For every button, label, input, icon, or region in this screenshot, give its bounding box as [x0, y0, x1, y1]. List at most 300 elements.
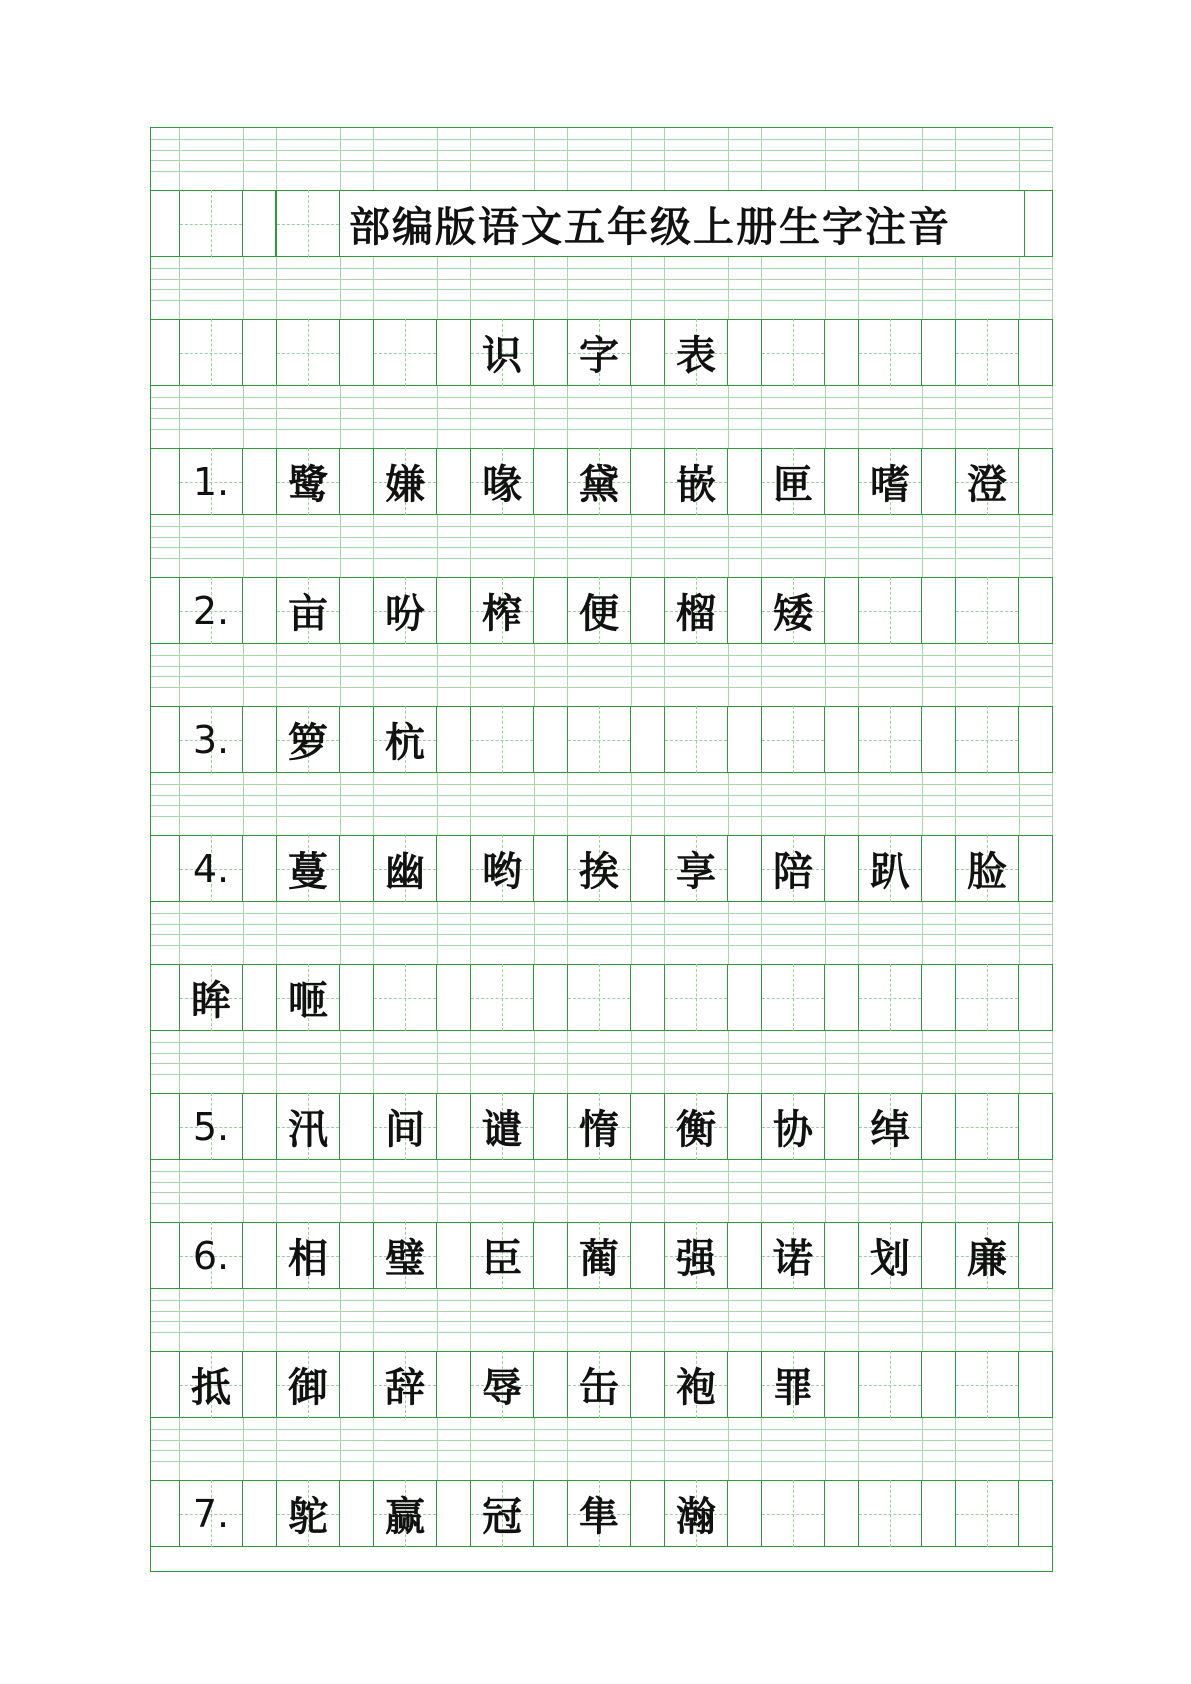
hanzi-character: 鹭 [288, 461, 328, 508]
pinyin-column-line [1052, 644, 1053, 706]
pinyin-column-line [955, 515, 956, 577]
hanzi-character: 臣 [482, 1235, 522, 1282]
character-cell [567, 706, 631, 773]
pinyin-band [151, 773, 1052, 835]
character-cell [373, 706, 437, 773]
pinyin-guide-line [151, 289, 1052, 290]
character-cell [858, 1351, 922, 1418]
pinyin-column-line [567, 644, 568, 706]
pinyin-guide-line [151, 1192, 1052, 1193]
pinyin-column-line [858, 257, 859, 319]
pinyin-column-line [825, 1031, 826, 1093]
cell-guide-vertical [987, 706, 988, 773]
pinyin-column-line [470, 515, 471, 577]
character-cell [470, 964, 534, 1031]
pinyin-column-line [1019, 773, 1020, 835]
pinyin-column-line [728, 1160, 729, 1222]
hanzi-character: 吩 [385, 590, 425, 637]
cell-guide-vertical [890, 706, 891, 773]
pinyin-column-line [825, 1418, 826, 1480]
pinyin-column-line [243, 386, 244, 448]
hanzi-character: 蔺 [579, 1235, 619, 1282]
pinyin-column-line [761, 386, 762, 448]
hanzi-character: 杭 [385, 719, 425, 766]
hanzi-character: 诺 [773, 1235, 813, 1282]
pinyin-guide-line [151, 924, 1052, 925]
cell-guide-vertical [405, 319, 406, 386]
pinyin-column-line [243, 773, 244, 835]
character-cell [276, 1222, 340, 1289]
pinyin-column-line [243, 128, 244, 190]
pinyin-column-line [922, 1289, 923, 1351]
pinyin-column-line [858, 1418, 859, 1480]
character-cell [761, 448, 825, 515]
pinyin-column-line [534, 773, 535, 835]
cell-guide-vertical [696, 964, 697, 1031]
character-cell [858, 706, 922, 773]
character-cell [955, 577, 1019, 644]
pinyin-guide-line [151, 171, 1052, 172]
pinyin-column-line [922, 773, 923, 835]
hanzi-character: 陪 [773, 848, 813, 895]
character-cell [761, 1480, 825, 1547]
character-cell [664, 706, 728, 773]
cell-guide-horizontal [956, 611, 1018, 612]
character-cell [858, 1480, 922, 1547]
pinyin-column-line [373, 902, 374, 964]
hanzi-character: 绰 [870, 1106, 910, 1153]
pinyin-column-line [1052, 128, 1053, 190]
pinyin-column-line [373, 1418, 374, 1480]
pinyin-guide-line [151, 160, 1052, 161]
pinyin-column-line [761, 1418, 762, 1480]
writing-grid-sheet [150, 127, 1053, 1572]
pinyin-column-line [567, 1289, 568, 1351]
pinyin-guide-line [151, 913, 1052, 914]
pinyin-column-line [728, 1418, 729, 1480]
pinyin-column-line [179, 773, 180, 835]
pinyin-column-line [243, 1031, 244, 1093]
pinyin-column-line [567, 386, 568, 448]
hanzi-character: 御 [288, 1364, 328, 1411]
pinyin-column-line [1019, 128, 1020, 190]
cell-guide-horizontal [859, 998, 921, 999]
line-number-cell [179, 577, 243, 644]
character-cell [761, 1351, 825, 1418]
hanzi-character: 识 [482, 332, 522, 379]
title-row [151, 190, 1052, 257]
character-cell [470, 577, 534, 644]
pinyin-column-line [1052, 773, 1053, 835]
character-cell [470, 835, 534, 902]
pinyin-column-line [631, 902, 632, 964]
pinyin-column-line [276, 1160, 277, 1222]
pinyin-column-line [276, 386, 277, 448]
cell-guide-vertical [599, 706, 600, 773]
cell-guide-vertical [308, 319, 309, 386]
pinyin-column-line [664, 515, 665, 577]
pinyin-column-line [728, 644, 729, 706]
pinyin-column-line [631, 1418, 632, 1480]
pinyin-column-line [534, 1160, 535, 1222]
hanzi-character: 榨 [482, 590, 522, 637]
pinyin-column-line [1052, 1418, 1053, 1480]
cell-guide-vertical [890, 964, 891, 1031]
line-number-cell [179, 448, 243, 515]
character-cell [470, 1222, 534, 1289]
pinyin-column-line [470, 773, 471, 835]
cell-guide-vertical [211, 319, 212, 386]
line-number-cell [179, 706, 243, 773]
character-cell [761, 1093, 825, 1160]
cell-guide-horizontal [859, 353, 921, 354]
pinyin-column-line [955, 644, 956, 706]
pinyin-column-line [437, 386, 438, 448]
cell-guide-horizontal [568, 740, 630, 741]
pinyin-column-line [631, 1031, 632, 1093]
pinyin-column-line [1019, 644, 1020, 706]
pinyin-column-line [567, 128, 568, 190]
hanzi-character: 哟 [482, 848, 522, 895]
line-number-cell [179, 1093, 243, 1160]
pinyin-column-line [470, 386, 471, 448]
pinyin-column-line [825, 515, 826, 577]
pinyin-column-line [631, 257, 632, 319]
cell-guide-vertical [890, 319, 891, 386]
pinyin-column-line [534, 386, 535, 448]
hanzi-character: 抵 [191, 1364, 231, 1411]
pinyin-column-line [728, 1289, 729, 1351]
pinyin-column-line [1019, 1160, 1020, 1222]
pinyin-column-line [276, 515, 277, 577]
pinyin-column-line [243, 1418, 244, 1480]
character-cell [858, 448, 922, 515]
pinyin-guide-line [151, 795, 1052, 796]
hanzi-character: 蔓 [288, 848, 328, 895]
hanzi-character: 澄 [967, 461, 1007, 508]
hanzi-character: 隼 [579, 1493, 619, 1540]
pinyin-column-line [340, 773, 341, 835]
pinyin-guide-line [151, 1074, 1052, 1075]
pinyin-column-line [1019, 386, 1020, 448]
pinyin-column-line [761, 1289, 762, 1351]
pinyin-column-line [664, 773, 665, 835]
pinyin-column-line [955, 902, 956, 964]
line-number: 3. [192, 717, 230, 762]
pinyin-column-line [470, 902, 471, 964]
pinyin-band [151, 644, 1052, 706]
cell-guide-vertical [793, 1480, 794, 1547]
character-cell [276, 577, 340, 644]
cell-guide-vertical [890, 1480, 891, 1547]
pinyin-column-line [631, 386, 632, 448]
cell-guide-horizontal [180, 224, 242, 225]
hanzi-character: 箩 [288, 719, 328, 766]
pinyin-column-line [179, 257, 180, 319]
pinyin-column-line [922, 1031, 923, 1093]
character-cell [858, 1093, 922, 1160]
hanzi-character: 冠 [482, 1493, 522, 1540]
pinyin-column-line [1019, 515, 1020, 577]
character-cell [179, 319, 243, 386]
pinyin-guide-line [151, 1300, 1052, 1301]
character-cell [567, 1093, 631, 1160]
character-cell [567, 577, 631, 644]
pinyin-column-line [437, 257, 438, 319]
hanzi-character: 鸵 [288, 1493, 328, 1540]
character-line [151, 577, 1052, 644]
character-cell [664, 1093, 728, 1160]
cell-guide-horizontal [956, 353, 1018, 354]
character-cell [373, 1093, 437, 1160]
cell-guide-horizontal [956, 1385, 1018, 1386]
cell-guide-horizontal [762, 353, 824, 354]
pinyin-column-line [567, 1031, 568, 1093]
hanzi-character: 廉 [967, 1235, 1007, 1282]
pinyin-column-line [1019, 1289, 1020, 1351]
pinyin-column-line [276, 644, 277, 706]
hanzi-character: 辞 [385, 1364, 425, 1411]
hanzi-character: 相 [288, 1235, 328, 1282]
pinyin-guide-line [151, 1171, 1052, 1172]
character-line [151, 1351, 1052, 1418]
pinyin-column-line [825, 644, 826, 706]
pinyin-band [151, 257, 1052, 319]
line-number: 4. [192, 846, 230, 891]
pinyin-band [151, 128, 1052, 190]
pinyin-column-line [728, 386, 729, 448]
pinyin-column-line [1052, 257, 1053, 319]
character-line [151, 1093, 1052, 1160]
hanzi-character: 便 [579, 590, 619, 637]
pinyin-column-line [1052, 1031, 1053, 1093]
cell-guide-vertical [987, 577, 988, 644]
pinyin-column-line [1019, 902, 1020, 964]
cell-guide-vertical [405, 964, 406, 1031]
pinyin-column-line [373, 1031, 374, 1093]
hanzi-character: 协 [773, 1106, 813, 1153]
cell-guide-horizontal [762, 740, 824, 741]
pinyin-column-line [373, 1160, 374, 1222]
hanzi-character: 惰 [579, 1106, 619, 1153]
pinyin-column-line [761, 1031, 762, 1093]
hanzi-character: 挨 [579, 848, 619, 895]
pinyin-column-line [761, 128, 762, 190]
pinyin-column-line [373, 515, 374, 577]
cell-guide-horizontal [956, 1127, 1018, 1128]
character-cell [470, 1480, 534, 1547]
line-number: 6. [192, 1233, 230, 1278]
hanzi-character: 赢 [385, 1493, 425, 1540]
pinyin-guide-line [151, 655, 1052, 656]
character-cell [567, 964, 631, 1031]
cell-guide-vertical [987, 1093, 988, 1160]
pinyin-column-line [728, 1031, 729, 1093]
character-cell [664, 835, 728, 902]
character-cell [373, 1480, 437, 1547]
cell-guide-vertical [987, 1480, 988, 1547]
hanzi-character: 眸 [191, 977, 231, 1024]
pinyin-column-line [761, 644, 762, 706]
pinyin-column-line [373, 128, 374, 190]
pinyin-column-line [825, 773, 826, 835]
character-cell [470, 319, 534, 386]
pinyin-band [151, 386, 1052, 448]
line-number-cell [179, 835, 243, 902]
pinyin-column-line [1019, 1031, 1020, 1093]
pinyin-column-line [534, 644, 535, 706]
pinyin-guide-line [151, 558, 1052, 559]
pinyin-column-line [243, 1160, 244, 1222]
hanzi-character: 缶 [579, 1364, 619, 1411]
pinyin-column-line [340, 902, 341, 964]
pinyin-column-line [567, 515, 568, 577]
character-line [151, 1480, 1052, 1547]
character-cell [373, 319, 437, 386]
character-cell [567, 448, 631, 515]
pinyin-guide-line [151, 1332, 1052, 1333]
pinyin-guide-line [151, 784, 1052, 785]
pinyin-column-line [243, 902, 244, 964]
line-number-cell [179, 1480, 243, 1547]
line-number: 1. [192, 459, 230, 504]
pinyin-column-line [373, 644, 374, 706]
character-cell [567, 1480, 631, 1547]
pinyin-column-line [858, 902, 859, 964]
pinyin-column-line [470, 1418, 471, 1480]
pinyin-column-line [243, 644, 244, 706]
character-cell [179, 1351, 243, 1418]
cell-guide-vertical [793, 964, 794, 1031]
pinyin-column-line [858, 1160, 859, 1222]
pinyin-guide-line [151, 300, 1052, 301]
character-cell [858, 964, 922, 1031]
cell-guide-horizontal [374, 998, 436, 999]
character-cell [955, 448, 1019, 515]
pinyin-column-line [922, 644, 923, 706]
pinyin-column-line [922, 1160, 923, 1222]
character-cell [955, 319, 1019, 386]
character-cell [276, 1480, 340, 1547]
character-cell [276, 448, 340, 515]
cell-guide-horizontal [665, 740, 727, 741]
character-cell [470, 1093, 534, 1160]
pinyin-guide-line [151, 547, 1052, 548]
character-cell [373, 835, 437, 902]
pinyin-column-line [567, 1160, 568, 1222]
character-cell [955, 706, 1019, 773]
hanzi-character: 划 [870, 1235, 910, 1282]
pinyin-column-line [922, 1418, 923, 1480]
pinyin-guide-line [151, 1450, 1052, 1451]
pinyin-column-line [922, 515, 923, 577]
pinyin-column-line [340, 644, 341, 706]
pinyin-column-line [955, 1418, 956, 1480]
pinyin-guide-line [151, 1321, 1052, 1322]
hanzi-character: 谴 [482, 1106, 522, 1153]
pinyin-column-line [1052, 386, 1053, 448]
pinyin-column-line [373, 257, 374, 319]
pinyin-column-line [664, 257, 665, 319]
pinyin-column-line [858, 773, 859, 835]
character-cell [664, 577, 728, 644]
pinyin-guide-line [151, 1461, 1052, 1462]
pinyin-column-line [1019, 257, 1020, 319]
hanzi-character: 衡 [676, 1106, 716, 1153]
cell-guide-horizontal [180, 353, 242, 354]
pinyin-guide-line [151, 1182, 1052, 1183]
cell-guide-horizontal [568, 998, 630, 999]
pinyin-column-line [664, 386, 665, 448]
pinyin-column-line [858, 1031, 859, 1093]
pinyin-column-line [858, 128, 859, 190]
pinyin-column-line [858, 644, 859, 706]
pinyin-guide-line [151, 150, 1052, 151]
pinyin-column-line [437, 644, 438, 706]
pinyin-column-line [179, 386, 180, 448]
pinyin-guide-line [151, 1440, 1052, 1441]
pinyin-guide-line [151, 1053, 1052, 1054]
pinyin-column-line [437, 1031, 438, 1093]
hanzi-character: 嵌 [676, 461, 716, 508]
pinyin-column-line [340, 257, 341, 319]
pinyin-band [151, 1031, 1052, 1093]
cell-guide-vertical [793, 319, 794, 386]
hanzi-character: 间 [385, 1106, 425, 1153]
pinyin-column-line [437, 1289, 438, 1351]
pinyin-column-line [276, 1031, 277, 1093]
pinyin-column-line [534, 128, 535, 190]
pinyin-column-line [340, 1418, 341, 1480]
character-cell [373, 1351, 437, 1418]
character-cell [664, 448, 728, 515]
pinyin-guide-line [151, 408, 1052, 409]
pinyin-guide-line [151, 279, 1052, 280]
character-cell [955, 1222, 1019, 1289]
pinyin-column-line [664, 644, 665, 706]
pinyin-column-line [631, 1160, 632, 1222]
pinyin-column-line [825, 386, 826, 448]
pinyin-guide-line [151, 429, 1052, 430]
pinyin-column-line [761, 257, 762, 319]
character-cell [276, 706, 340, 773]
pinyin-column-line [631, 773, 632, 835]
character-cell [858, 319, 922, 386]
pinyin-column-line [631, 128, 632, 190]
character-cell [858, 577, 922, 644]
character-cell [761, 706, 825, 773]
character-cell [858, 1222, 922, 1289]
character-cell [276, 964, 340, 1031]
character-cell [664, 319, 728, 386]
character-cell [567, 1351, 631, 1418]
pinyin-column-line [340, 515, 341, 577]
pinyin-column-line [955, 773, 956, 835]
pinyin-column-line [567, 773, 568, 835]
pinyin-column-line [179, 1418, 180, 1480]
pinyin-guide-line [151, 1042, 1052, 1043]
character-cell [955, 964, 1019, 1031]
pinyin-column-line [1052, 515, 1053, 577]
pinyin-guide-line [151, 1203, 1052, 1204]
pinyin-guide-line [151, 934, 1052, 935]
subtitle-row [151, 319, 1052, 386]
pinyin-column-line [631, 644, 632, 706]
pinyin-guide-line [151, 537, 1052, 538]
pinyin-column-line [534, 257, 535, 319]
pinyin-column-line [276, 128, 277, 190]
hanzi-character: 咂 [288, 977, 328, 1024]
